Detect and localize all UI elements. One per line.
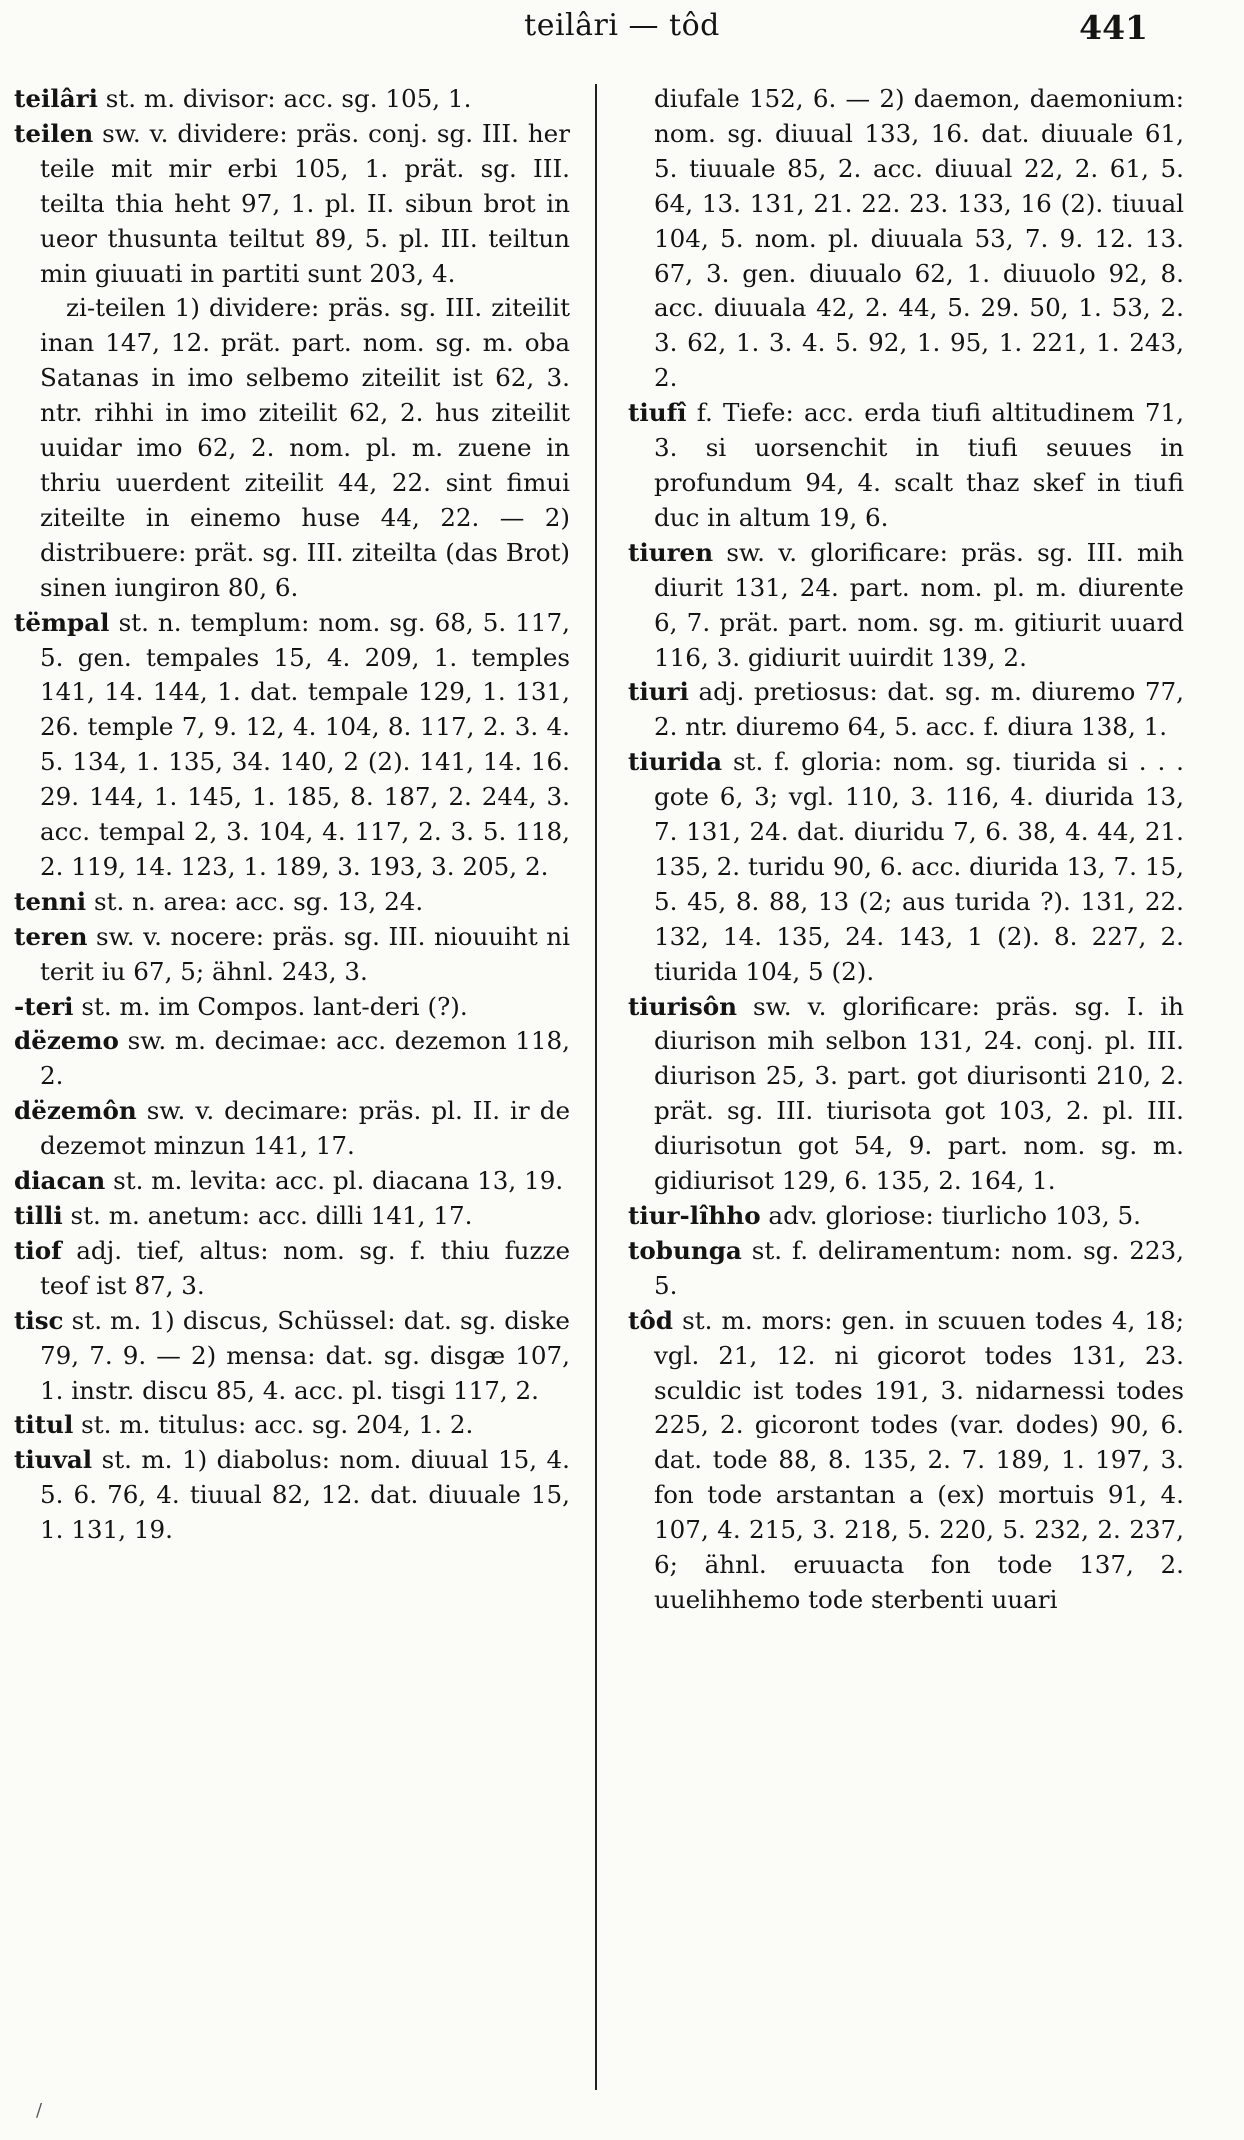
page-number: 441 <box>1079 8 1148 47</box>
entry-headword: teren <box>14 921 88 951</box>
entry-headword: tiuren <box>628 537 714 567</box>
dictionary-entry <box>628 745 1184 989</box>
dictionary-entry <box>628 1234 1184 1304</box>
entry-body: adj. tief, altus: nom. sg. f. thiu fuzze teof ist 87, 3. <box>40 1235 570 1300</box>
dictionary-entry <box>628 396 1184 536</box>
entry-body: sw. m. decimae: acc. dezemon 118, 2. <box>40 1026 570 1091</box>
entry-headword: dëzemo <box>14 1026 119 1056</box>
entry-headword: tiufî <box>628 398 687 428</box>
entry-body: st. m. titulus: acc. sg. 204, 1. 2. <box>73 1410 474 1440</box>
column-divider <box>595 84 597 2090</box>
entry-headword: tisc <box>14 1305 64 1335</box>
entry-body: adv. gloriose: tiurlicho 103, 5. <box>760 1201 1141 1230</box>
dictionary-entry <box>628 536 1184 676</box>
running-head <box>0 6 1244 58</box>
entry-body: sw. v. glorificare: präs. sg. I. ih diurison mih selbon 131, 24. conj. pl. III. diurison 25, 3. part. got diurisonti 210, 2. prät. sg. III. tiurisota got 103, 2. pl. III. diurisotun got 54, 9. part. nom. sg. m. gidiurisot 129, 6. 135, 2. 164, 1. <box>654 991 1184 1196</box>
entry-headword: tobunga <box>628 1235 742 1265</box>
entry-body: st. n. templum: nom. sg. 68, 5. 117, 5. gen. tempales 15, 4. 209, 1. temples 141, 14. 144, 1. dat. tempale 129, 1. 131, 26. temple 7, 9. 12, 4. 104, 8. 117, 2. 3. 4. 5. 134, 1. 135, 34. 140, 2 (2). 141, 14. 16. 29. 144, 1. 145, 1. 185, 8. 187, 2. 244, 3. acc. tempal 2, 3. 104, 4. 117, 2. 3. 5. 118, 2. 119, 14. 123, 1. 189, 3. 193, 3. 205, 2. <box>40 607 570 881</box>
entry-headword: diacan <box>14 1166 106 1196</box>
entry-body: st. n. area: acc. sg. 13, 24. <box>86 886 424 916</box>
right-column <box>628 82 1184 1618</box>
entry-headword: dëzemôn <box>14 1096 137 1126</box>
entry-body: adj. pretiosus: dat. sg. m. diuremo 77, 2. ntr. diuremo 64, 5. acc. f. diura 138, 1. <box>654 677 1184 742</box>
entry-body: st. m. mors: gen. in scuuen todes 4, 18; vgl. 21, 12. ni gicorot todes 131, 23. sculdic ist todes 191, 3. nidarnessi todes 225, 2. gicoront todes (var. dodes) 90, 6. dat. tode 88, 8. 135, 2. 7. 189, 1. 197, 3. fon tode arstantan a (ex) mortuis 91, 4. 107, 4. 215, 3. 218, 5. 220, 5. 232, 2. 237, 6; ähnl. eruuacta fon tode 137, 2. uuelihhemo tode sterbenti uuari <box>654 1305 1184 1614</box>
entry-body: st. m. levita: acc. pl. diacana 13, 19. <box>105 1166 564 1196</box>
entry-headword: tiur-lîhho <box>628 1201 761 1230</box>
dictionary-entry <box>14 117 570 292</box>
dictionary-entry <box>14 1234 570 1304</box>
running-title: teilâri — tôd <box>524 8 720 43</box>
dictionary-entry <box>628 1199 1184 1234</box>
entry-body: sw. v. glorificare: präs. sg. III. mih diurit 131, 24. part. nom. pl. m. diurente 6, 7. prät. part. nom. sg. m. gitiurit uuard 116, 3. gidiurit uuirdit 139, 2. <box>654 537 1184 672</box>
dictionary-entry <box>14 82 570 117</box>
footer-mark: / <box>36 2100 43 2121</box>
entry-headword: tiuval <box>14 1445 93 1475</box>
entry-headword: tiurida <box>628 747 723 777</box>
entry-headword: tilli <box>14 1201 63 1230</box>
entry-headword: tiof <box>14 1235 62 1265</box>
entry-headword: teilâri <box>14 84 98 113</box>
dictionary-entry <box>14 1408 570 1443</box>
entry-body: st. f. deliramentum: nom. sg. 223, 5. <box>654 1235 1184 1300</box>
entry-body: zi-teilen 1) dividere: präs. sg. III. ziteilit inan 147, 12. prät. part. nom. sg. m. oba Satanas in imo selbemo ziteilit ist 62, 3. ntr. rihhi in imo ziteilit 62, 2. hus ziteilit uuidar imo 62, 2. nom. pl. m. zuene in thriu uuerdent ziteilit 44, 22. sint fimui ziteilte in einemo huse 44, 22. — 2) distribuere: prät. sg. III. ziteilta (das Brot) sinen iungiron 80, 6. <box>40 293 570 602</box>
entry-body: st. m. 1) diabolus: nom. diuual 15, 4. 5. 6. 76, 4. tiuual 82, 12. dat. diuuale 15, 1. 131, 19. <box>40 1445 570 1545</box>
dictionary-entry <box>628 675 1184 745</box>
dictionary-entry <box>14 1304 570 1409</box>
dictionary-entry <box>14 885 570 920</box>
dictionary-entry <box>14 291 570 605</box>
entry-headword: tenni <box>14 886 87 916</box>
dictionary-entry <box>14 920 570 990</box>
entry-body: diufale 152, 6. — 2) daemon, daemonium: nom. sg. diuual 133, 16. dat. diuuale 61, 5. tiuuale 85, 2. acc. diuual 22, 2. 61, 5. 64, 13. 131, 21. 22. 23. 133, 16 (2). tiuual 104, 5. nom. pl. diuuala 53, 7. 9. 12. 13. 67, 3. gen. diuualo 62, 1. diuuolo 92, 8. acc. diuuala 42, 2. 44, 5. 29. 50, 1. 53, 2. 3. 62, 1. 3. 4. 5. 92, 1. 95, 1. 221, 1. 243, 2. <box>654 84 1184 393</box>
entry-headword: teilen <box>14 118 94 148</box>
dictionary-entry <box>14 606 570 885</box>
dictionary-entry <box>14 990 570 1025</box>
dictionary-entry <box>14 1094 570 1164</box>
entry-body: sw. v. nocere: präs. sg. III. niouuiht ni terit iu 67, 5; ähnl. 243, 3. <box>40 921 570 986</box>
entry-headword: tôd <box>628 1305 673 1335</box>
entry-body: st. m. divisor: acc. sg. 105, 1. <box>97 84 472 113</box>
dictionary-entry <box>628 990 1184 1199</box>
dictionary-entry <box>14 1024 570 1094</box>
left-column <box>14 82 570 1548</box>
entry-headword: tiurisôn <box>628 991 738 1021</box>
entry-body: st. m. 1) discus, Schüssel: dat. sg. diske 79, 7. 9. — 2) mensa: dat. sg. disgæ 107, 1. instr. discu 85, 4. acc. pl. tisgi 117, 2. <box>40 1305 570 1405</box>
entry-body: f. Tiefe: acc. erda tiufi altitudinem 71, 3. si uorsenchit in tiufi seuues in profundum 94, 4. scalt thaz skef in tiufi duc in altum 19, 6. <box>654 398 1184 532</box>
dictionary-entry <box>14 1443 570 1548</box>
entry-headword: -teri <box>14 991 74 1021</box>
dictionary-entry <box>14 1164 570 1199</box>
entry-body: st. m. anetum: acc. dilli 141, 17. <box>62 1201 473 1230</box>
dictionary-entry <box>628 82 1184 396</box>
entry-headword: tiuri <box>628 677 689 707</box>
entry-body: sw. v. dividere: präs. conj. sg. III. her teile mit mir erbi 105, 1. prät. sg. III. teilta thia heht 97, 1. pl. II. sibun brot in ueor thusunta teiltut 89, 5. pl. III. teiltun min giuuati in partiti sunt 203, 4. <box>40 118 570 288</box>
dictionary-entry <box>14 1199 570 1234</box>
entry-headword: tëmpal <box>14 607 110 637</box>
dictionary-entry <box>628 1304 1184 1618</box>
entry-body: st. f. gloria: nom. sg. tiurida si . . . gote 6, 3; vgl. 110, 3. 116, 4. diurida 13, 7. 131, 24. dat. diuridu 7, 6. 38, 4. 44, 21. 135, 2. turidu 90, 6. acc. diurida 13, 7. 15, 5. 45, 8. 88, 13 (2; aus turida ?). 131, 22. 132, 14. 135, 24. 143, 1 (2). 8. 227, 2. tiurida 104, 5 (2). <box>654 747 1184 986</box>
entry-body: sw. v. decimare: präs. pl. II. ir de dezemot minzun 141, 17. <box>40 1096 570 1161</box>
entry-headword: titul <box>14 1410 74 1440</box>
entry-body: st. m. im Compos. lant-deri (?). <box>73 991 468 1021</box>
